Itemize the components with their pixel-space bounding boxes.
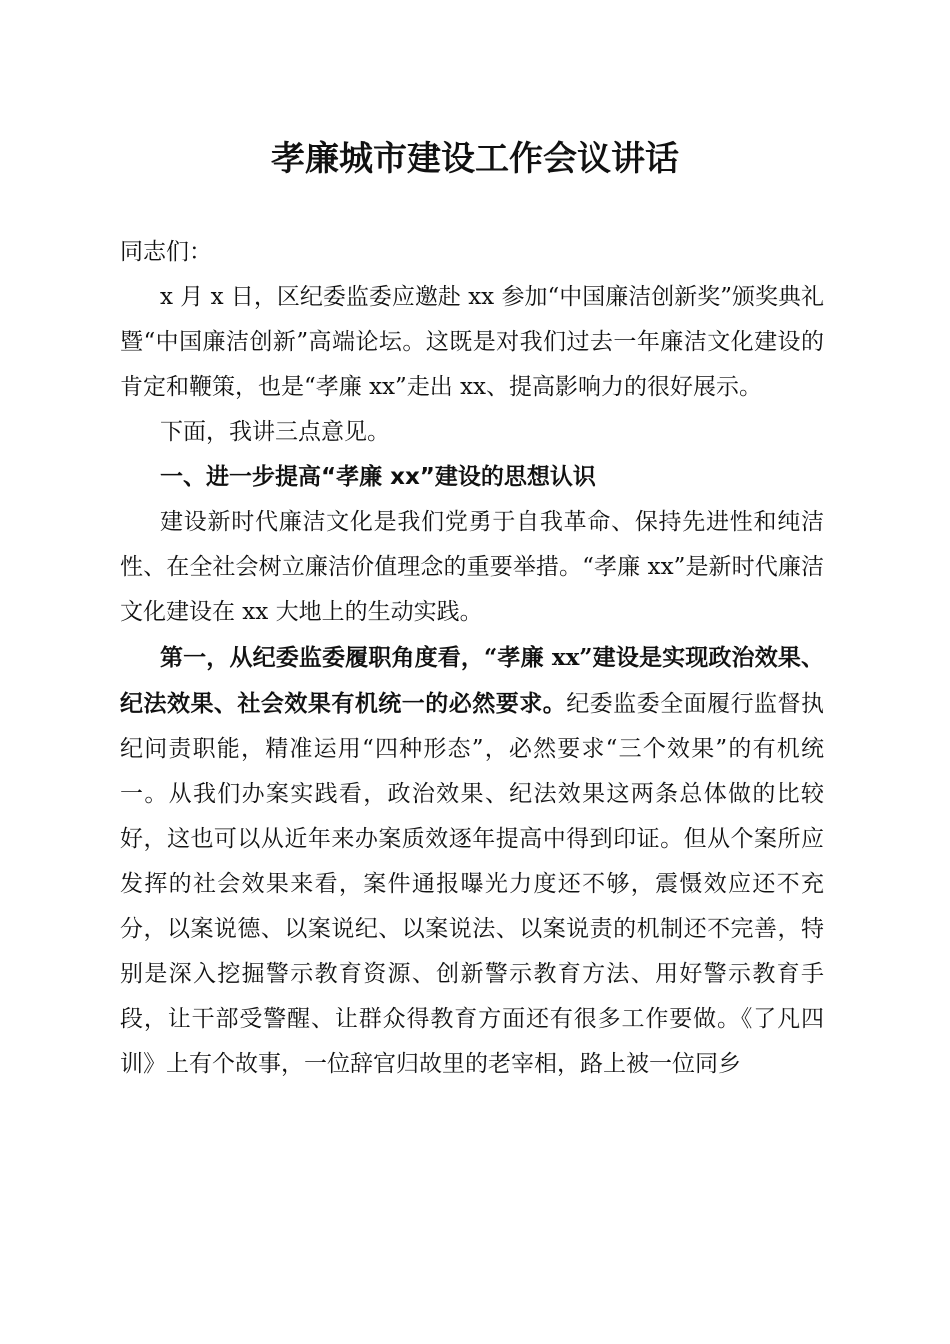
paragraph-section1-1: 建设新时代廉洁文化是我们党勇于自我革命、保持先进性和纯洁性、在全社会树立廉洁价值理念的重要举措。“孝廉 xx”是新时代廉洁文化建设在 xx 大地上的生动实践。 (120, 509, 824, 625)
salutation: 同志们： (120, 239, 212, 265)
paragraph-lead-sentence: 第一，从纪委监委履职角度看，“孝廉 xx”建设是实现政治效果、纪法效果、社会效果有机统一的必然要求。 (120, 644, 824, 717)
paragraph-intro: x 月 x 日，区纪委监委应邀赴 xx 参加“中国廉洁创新奖”颁奖典礼暨“中国廉洁创新”高端论坛。这既是对我们过去一年廉洁文化建设的肯定和鞭策，也是“孝廉 xx”走出 xx、提高影响力的很好展示。 (120, 284, 824, 400)
paragraph-transition: 下面，我讲三点意见。 (160, 419, 390, 445)
paragraph-continuation: 纪委监委全面履行监督执纪问责职能，精准运用“四种形态”，必然要求“三个效果”的有机统一。从我们办案实践看，政治效果、纪法效果这两条总体做的比较好，这也可以从近年来办案质效逐年提高中得到印证。但从个案所应发挥的社会效果来看，案件通报曝光力度还不够，震慑效应还不充分，以案说德、以案说纪、以案说法、以案说责的机制还不完善，特别是深入挖掘警示教育资源、创新警示教育方法、用好警示教育手段，让干部受警醒、让群众得教育方面还有很多工作要做。《了凡四训》上有个故事，一位辞官归故里的老宰相，路上被一位同乡 (120, 691, 825, 1077)
document-body (120, 230, 824, 1087)
document-title: 孝廉城市建设工作会议讲话 (271, 139, 679, 179)
paragraph-section1-2 (120, 635, 824, 1087)
section-heading-1: 一、进一步提高“孝廉 xx”建设的思想认识 (160, 464, 596, 490)
